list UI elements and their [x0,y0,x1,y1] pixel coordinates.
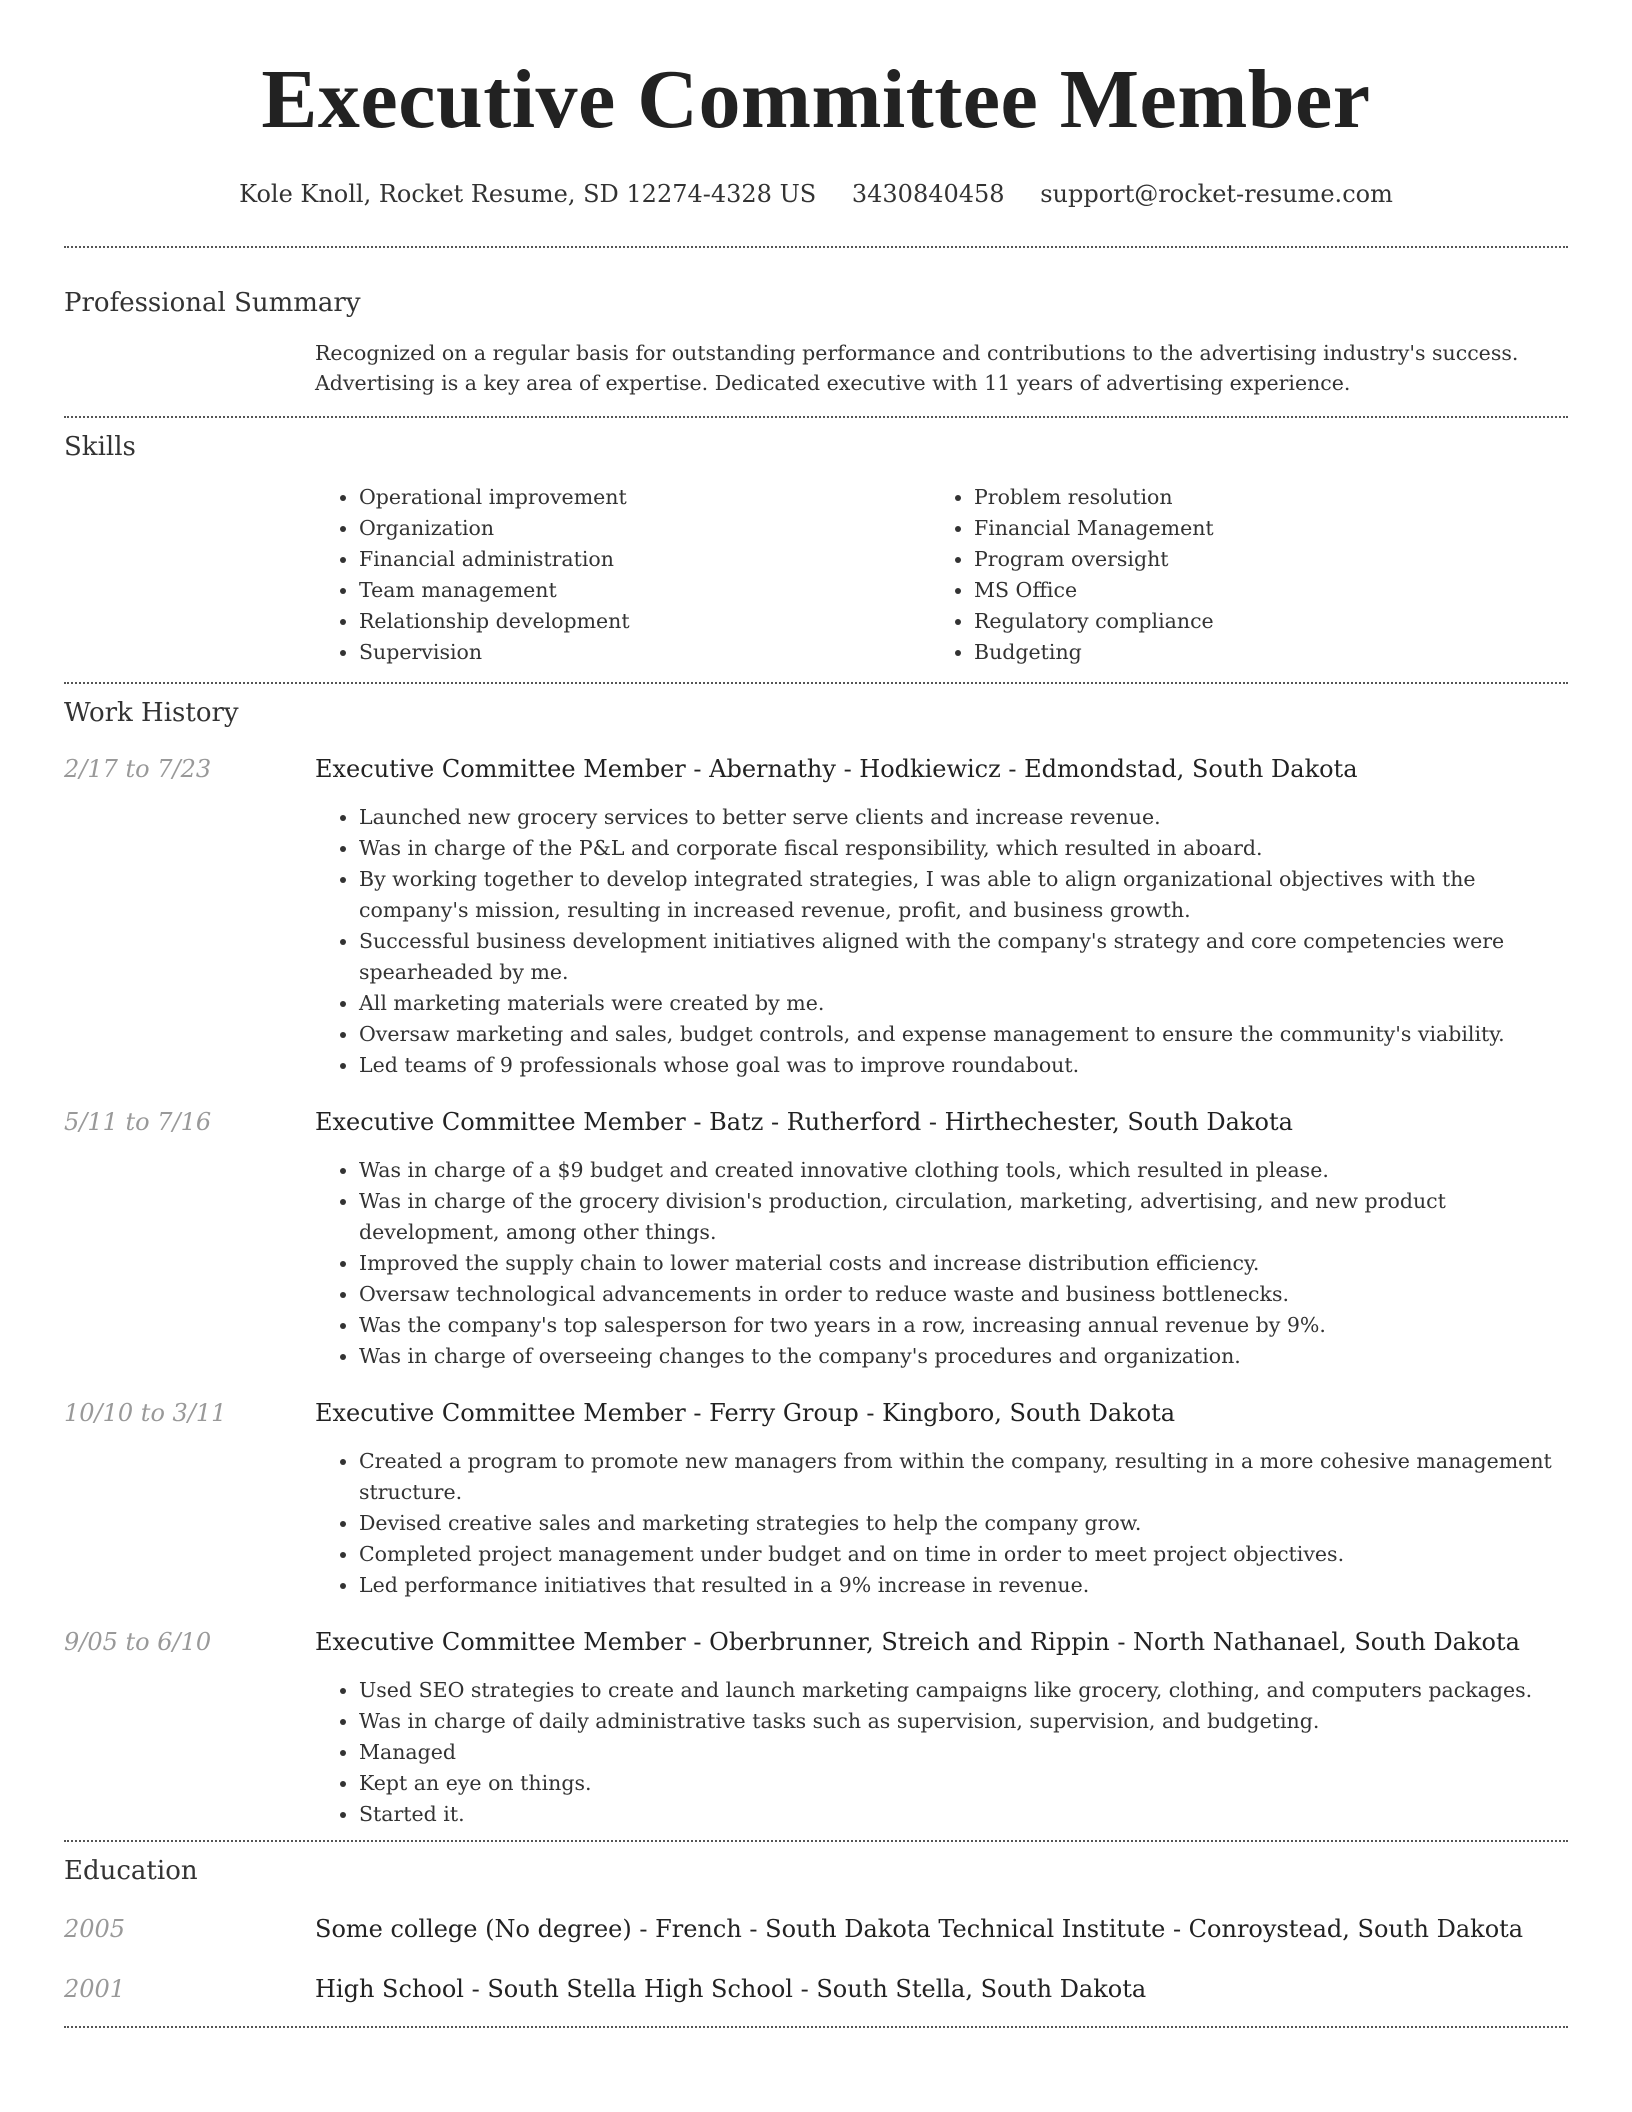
skill-item: • Problem resolution [974,482,1545,513]
skill-item: • Operational improvement [359,482,930,513]
job-body [315,754,1568,1081]
education-entry [64,1974,1568,2004]
job-bullet: • Was in charge of a $9 budget and created innovative clothing tools, which resulted in please. [359,1155,1568,1186]
skill-item: • Organization [359,513,930,544]
job-bullet: • Was the company's top salesperson for two years in a row, increasing annual revenue by 9%. [359,1310,1568,1341]
job-bullet: • Was in charge of the grocery division's production, circulation, marketing, advertising, and new product development, among other things. [359,1186,1568,1248]
education-section [64,1856,1568,2004]
job-bullets [315,1155,1568,1372]
job-body [315,1398,1568,1601]
summary-section [64,288,1568,416]
summary-heading: Professional Summary [64,288,361,318]
job-dates: 2/17 to 7/23 [64,755,212,783]
job-bullet: • Was in charge of daily administrative tasks such as supervision, supervision, and budgeting. [359,1706,1568,1737]
skills-column-left [315,482,930,668]
education-heading: Education [64,1856,198,1886]
job-entry [64,1107,1568,1372]
work-history-section [64,698,1568,1830]
resume-title: Executive Committee Member [261,53,1371,146]
job-bullet: • Oversaw technological advancements in order to reduce waste and business bottlenecks. [359,1279,1568,1310]
skill-item: • Supervision [359,637,930,668]
job-title: Executive Committee Member - Abernathy - Hodkiewicz - Edmondstad, South Dakota [315,755,1358,783]
contact-address: Kole Knoll, Rocket Resume, SD 12274-4328 US [239,180,817,208]
job-bullet: • Launched new grocery services to better serve clients and increase revenue. [359,802,1568,833]
job-bullet: • Devised creative sales and marketing strategies to help the company grow. [359,1508,1568,1539]
skill-item: • Financial administration [359,544,930,575]
job-bullet: • Improved the supply chain to lower material costs and increase distribution efficiency. [359,1248,1568,1279]
job-dates: 5/11 to 7/16 [64,1108,212,1136]
job-body [315,1107,1568,1372]
job-bullets [315,802,1568,1081]
summary-text: Recognized on a regular basis for outstanding performance and contributions to the advertising industry's success. Advertising is a key area of expertise. Dedicated executive with 11 years of advertising experience. [315,341,1519,395]
skill-item: • Team management [359,575,930,606]
education-date: 2005 [64,1915,126,1943]
skill-item: • Budgeting [974,637,1545,668]
job-bullet: • Led performance initiatives that resulted in a 9% increase in revenue. [359,1570,1568,1601]
job-bullets [315,1675,1568,1830]
work-history-heading: Work History [64,698,239,728]
divider [64,682,1568,684]
skill-item: • Relationship development [359,606,930,637]
job-entry [64,1627,1568,1830]
skills-column-right [930,482,1545,668]
job-bullet: • Was in charge of overseeing changes to the company's procedures and organization. [359,1341,1568,1372]
job-bullets [315,1446,1568,1601]
job-bullet: • Kept an eye on things. [359,1768,1568,1799]
job-bullet: • Used SEO strategies to create and launch marketing campaigns like grocery, clothing, and computers packages. [359,1675,1568,1706]
education-date: 2001 [64,1975,126,2003]
education-text: Some college (No degree) - French - South Dakota Technical Institute - Conroystead, South Dakota [315,1915,1524,1943]
job-title: Executive Committee Member - Oberbrunner, Streich and Rippin - North Nathanael, South Dakota [315,1628,1520,1656]
divider [64,246,1568,248]
job-entry [64,1398,1568,1601]
job-dates: 10/10 to 3/11 [64,1399,227,1427]
divider [64,416,1568,418]
skill-item: • MS Office [974,575,1545,606]
divider [64,2026,1568,2028]
contact-email: support@rocket-resume.com [1040,180,1393,208]
job-bullet: • All marketing materials were created by me. [359,988,1568,1019]
divider [64,1840,1568,1842]
job-bullet: • Started it. [359,1799,1568,1830]
job-bullet: • Was in charge of the P&L and corporate fiscal responsibility, which resulted in aboard. [359,833,1568,864]
skill-item: • Program oversight [974,544,1545,575]
job-dates: 9/05 to 6/10 [64,1628,212,1656]
job-title: Executive Committee Member - Batz - Rutherford - Hirthechester, South Dakota [315,1108,1293,1136]
job-entry [64,754,1568,1081]
education-entry [64,1914,1568,1944]
job-bullet: • Oversaw marketing and sales, budget controls, and expense management to ensure the community's viability. [359,1019,1568,1050]
job-bullet: • Led teams of 9 professionals whose goal was to improve roundabout. [359,1050,1568,1081]
job-title: Executive Committee Member - Ferry Group - Kingboro, South Dakota [315,1399,1176,1427]
skills-heading: Skills [64,432,136,462]
education-text: High School - South Stella High School - South Stella, South Dakota [315,1975,1147,2003]
job-bullet: • Managed [359,1737,1568,1768]
skill-item: • Regulatory compliance [974,606,1545,637]
job-bullet: • Created a program to promote new managers from within the company, resulting in a more cohesive management structure. [359,1446,1568,1508]
contact-phone: 3430840458 [851,180,1005,208]
skills-list [315,482,1568,682]
job-bullet: • Successful business development initiatives aligned with the company's strategy and core competencies were spearheaded by me. [359,926,1568,988]
job-bullet: • By working together to develop integrated strategies, I was able to align organizational objectives with the company's mission, resulting in increased revenue, profit, and business growth. [359,864,1568,926]
skills-section [64,432,1568,682]
skill-item: • Financial Management [974,513,1545,544]
contact-line [64,180,1568,208]
job-body [315,1627,1568,1830]
job-bullet: • Completed project management under budget and on time in order to meet project objectives. [359,1539,1568,1570]
